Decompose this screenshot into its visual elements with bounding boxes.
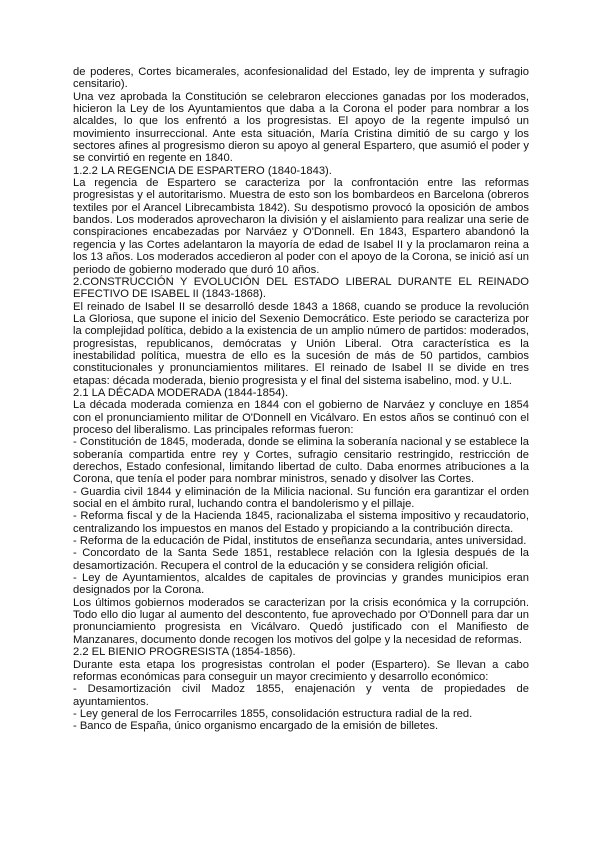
list-item-desamortizacion: - Desamortización civil Madoz 1855, enajenación y venta de propiedades de ayuntamientos. — [73, 683, 529, 708]
paragraph-reinado: El reinado de Isabel II se desarrolló desde 1843 a 1868, cuando se produce la revolución La Gloriosa, que supone el inicio del Sexenio Democrático. Este periodo se caracteriza por la complejidad política, debido a la existencia de un amplio número de partidos: moderados, progresistas, republicanos, demócratas y Unión Liberal. Otra característica es la inestabilidad política, muestra de ello es la sucesión de más de 50 partidos, cambios constitucionales y pronunciamientos militares. El reinado de Isabel II se divide en tres etapas: década moderada, bienio progresista y el final del sistema isabelino, mod. y U.L. — [73, 300, 529, 387]
section-heading-regencia-espartero: 1.2.2 LA REGENCIA DE ESPARTERO (1840-1843). — [73, 164, 332, 177]
list-item-ayuntamientos: - Ley de Ayuntamientos, alcaldes de capitales de provincias y grandes municipios eran designados por la Corona. — [73, 572, 529, 597]
list-item-educacion: - Reforma de la educación de Pidal, institutos de enseñanza secundaria, antes universidad. — [73, 535, 527, 548]
list-item-reforma-fiscal: - Reforma fiscal y de la Hacienda 1845, racionalizaba el sistema impositivo y recaudatorio, centralizando los impuestos en manos del Estado y propiciando a la contribución directa. — [73, 510, 529, 535]
paragraph-ultimos-gobiernos: Los últimos gobiernos moderados se caracterizan por la crisis económica y la corrupción. Todo ello dio lugar al aumento del descontento, fue aprovechado por O'Donnell para dar un pronunciamiento progresista en Vicálvaro. Quedó justificado con el Manifiesto de Manzanares, documento donde recogen los motivos del golpe y la necesidad de reformas. — [73, 596, 529, 646]
document-page — [73, 66, 529, 733]
paragraph-elections: Una vez aprobada la Constitución se celebraron elecciones ganadas por los moderados, hicieron la Ley de los Ayuntamientos que daba a la Corona el poder para nombrar a los alcaldes, lo que los enfrentó a los progresistas. El apoyo de la regente impulsó un movimiento insurreccional. Ante esta situación, María Cristina dimitió de su cargo y los sectores afines al progresismo dieron su apoyo al general Espartero, que asumió el poder y se convirtió en regente en 1840. — [73, 90, 529, 165]
list-item-guardia-civil: - Guardia civil 1844 y eliminación de la Milicia nacional. Su función era garantizar el orden social en el ámbito rural, luchando contra el bandolerismo y el pillaje. — [73, 485, 529, 511]
paragraph-regencia: La regencia de Espartero se caracteriza por la confrontación entre las reformas progresistas y el autoritarismo. Muestra de esto son los bombardeos en Barcelona (obreros textiles por el Arancel Librecambista 1842). Su despotismo provocó la oposición de ambos bandos. Los moderados aprovecharon la división y el aislamiento para realizar una serie de conspiraciones encabezadas por Narváez y O'Donnell. En 1843, Espartero abandonó la regencia y las Cortes adelantaron la mayoría de edad de Isabel II y la proclamaron reina a los 13 años. Los moderados accedieron al poder con el apoyo de la Corona, se inició así un periodo de gobierno moderado que duró 10 años. — [73, 177, 529, 276]
list-item-banco-espana: - Banco de España, único organismo encargado de la emisión de billetes. — [73, 720, 439, 733]
list-item-ferrocarriles: - Ley general de los Ferrocarriles 1855, consolidación estructura radial de la red. — [73, 707, 473, 720]
paragraph-decada-intro: La década moderada comienza en 1844 con el gobierno de Narváez y concluye en 1854 con el pronunciamiento militar de O'Donnell en Vicálvaro. En estos años se continuó con el proceso del liberalismo. Las principales reformas fueron: — [73, 399, 529, 436]
list-item-constitucion: - Constitución de 1845, moderada, donde se elimina la soberanía nacional y se establece la soberanía compartida entre rey y Cortes, sufragio censitario restringido, restricción de derechos, Estado confesional, limitando libertad de culto. Daba enormes atribuciones a la Corona, que tenía el poder para nombrar ministros, senado y disolver las Cortes. — [73, 436, 529, 486]
paragraph-continuation: de poderes, Cortes bicamerales, aconfesionalidad del Estado, ley de imprenta y sufragio censitario). — [73, 66, 529, 91]
section-heading-bienio-progresista: 2.2 EL BIENIO PROGRESISTA (1854-1856). — [73, 646, 296, 659]
section-heading-construccion-estado: 2.CONSTRUCCIÓN Y EVOLUCIÓN DEL ESTADO LIBERAL DURANTE EL REINADO EFECTIVO DE ISABEL II (1843-1868). — [73, 275, 529, 301]
paragraph-bienio-intro: Durante esta etapa los progresistas controlan el poder (Espartero). Se llevan a cabo reformas económicas para conseguir un mayor crecimiento y desarrollo económico: — [73, 658, 529, 683]
section-heading-decada-moderada: 2.1 LA DÉCADA MODERADA (1844-1854). — [73, 386, 289, 399]
list-item-concordato: - Concordato de la Santa Sede 1851, restablece relación con la Iglesia después de la desamortización. Recupera el control de la educación y se considera religión oficial. — [73, 547, 529, 572]
